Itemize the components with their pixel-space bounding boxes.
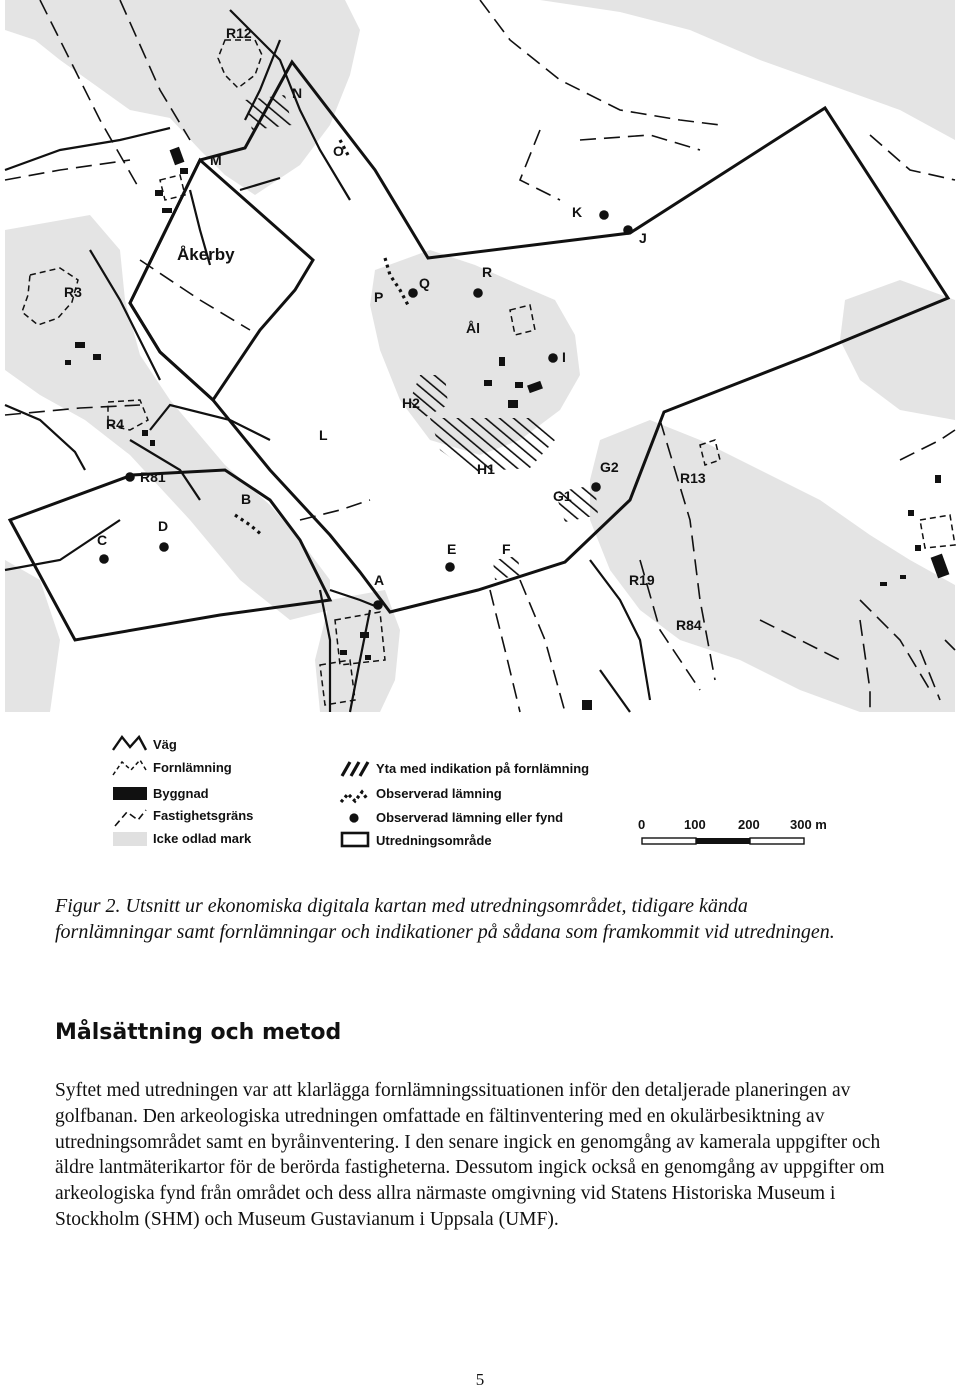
- map-label-p: P: [374, 289, 384, 305]
- section-heading: Målsättning och metod: [55, 1020, 342, 1045]
- map-label-r84: R84: [676, 617, 702, 633]
- map-label-al: Ål: [466, 320, 480, 336]
- map-label-r: R: [482, 264, 493, 280]
- legend-label-uncultivated: Icke odlad mark: [153, 831, 252, 846]
- scale-label-200: 200: [738, 817, 760, 832]
- map-label-h2: H2: [402, 395, 420, 411]
- map-area: [5, 0, 955, 712]
- figure-caption: Figur 2. Utsnitt ur ekonomiska digitala kartan med utredningsområdet, tidigare kända fornlämningar samt fornlämningar och indikationer på sådana som framkommit vid utredningen.: [55, 895, 835, 943]
- legend-item-road: [113, 737, 177, 752]
- scale-bar: [638, 817, 827, 844]
- map-label-r3: R3: [64, 284, 82, 300]
- map-label-o: O: [333, 143, 344, 159]
- legend-label-ancient-remains: Fornlämning: [153, 760, 232, 775]
- page-number: 5: [475, 1370, 485, 1389]
- map-label-r4: R4: [106, 416, 124, 432]
- legend-item-indication-area: [342, 761, 589, 776]
- legend-label-property-boundary: Fastighetsgräns: [153, 808, 254, 823]
- map-label-g1: G1: [553, 488, 572, 504]
- map-label-r13: R13: [680, 470, 706, 486]
- body-paragraph: Syftet med utredningen var att klarlägga fornlämningssituationen inför den detaljerade planeringen av golfbanan. Den arkeologiska utredningen omfattade en fältinventering med en okulärbesiktning av utredningsområdet samt en byråinventering. I den senare ingick en genomgång av kamerala uppgifter och äldre lantmäterikartor för de berörda fastigheterna. Dessutom ingick också en genomgång av uppgifter om arkeologiska fynd från området och dess allra närmaste omgivning vid Statens Historiska Museum i Stockholm (SHM) och Museum Gustavianum i Uppsala (UMF).: [55, 1080, 885, 1230]
- map-label-b: B: [241, 491, 252, 507]
- map-label-g2: G2: [600, 459, 619, 475]
- legend-item-investigation-area: [342, 833, 492, 848]
- legend-item-uncultivated: [113, 831, 252, 846]
- map-label-m: M: [210, 152, 222, 168]
- place-label-akerby: Åkerby: [177, 245, 235, 264]
- map-legend: [113, 737, 827, 848]
- legend-item-ancient-remains: [113, 760, 232, 775]
- legend-item-observed-find: [349, 810, 563, 825]
- map-label-j: J: [639, 230, 647, 246]
- scale-label-300: 300 m: [790, 817, 827, 832]
- legend-label-road: Väg: [153, 737, 177, 752]
- legend-label-investigation-area: Utredningsområde: [376, 833, 492, 848]
- legend-item-observed-remains: [341, 786, 502, 802]
- legend-item-property-boundary: [115, 808, 253, 826]
- map-label-q: Q: [419, 275, 430, 291]
- map-label-k: K: [572, 204, 583, 220]
- legend-item-building: [113, 786, 209, 801]
- map-label-f: F: [502, 541, 511, 557]
- map-label-r12: R12: [226, 25, 252, 41]
- map-label-d: D: [158, 518, 169, 534]
- map-label-r19: R19: [629, 572, 655, 588]
- map-label-n: N: [292, 85, 303, 101]
- legend-label-indication-area: Yta med indikation på fornlämning: [376, 761, 590, 776]
- legend-label-observed-remains: Observerad lämning: [376, 786, 502, 801]
- map-label-r81: R81: [140, 469, 166, 485]
- scale-label-100: 100: [684, 817, 706, 832]
- map-label-c: C: [97, 532, 108, 548]
- legend-label-building: Byggnad: [153, 786, 209, 801]
- map-label-e: E: [447, 541, 457, 557]
- map-label-a: A: [374, 572, 385, 588]
- map-label-l: L: [319, 427, 328, 443]
- legend-label-observed-find: Observerad lämning eller fynd: [376, 810, 564, 825]
- scale-label-0: 0: [638, 817, 646, 832]
- map-label-i: I: [562, 349, 566, 365]
- map-label-h1: H1: [477, 461, 495, 477]
